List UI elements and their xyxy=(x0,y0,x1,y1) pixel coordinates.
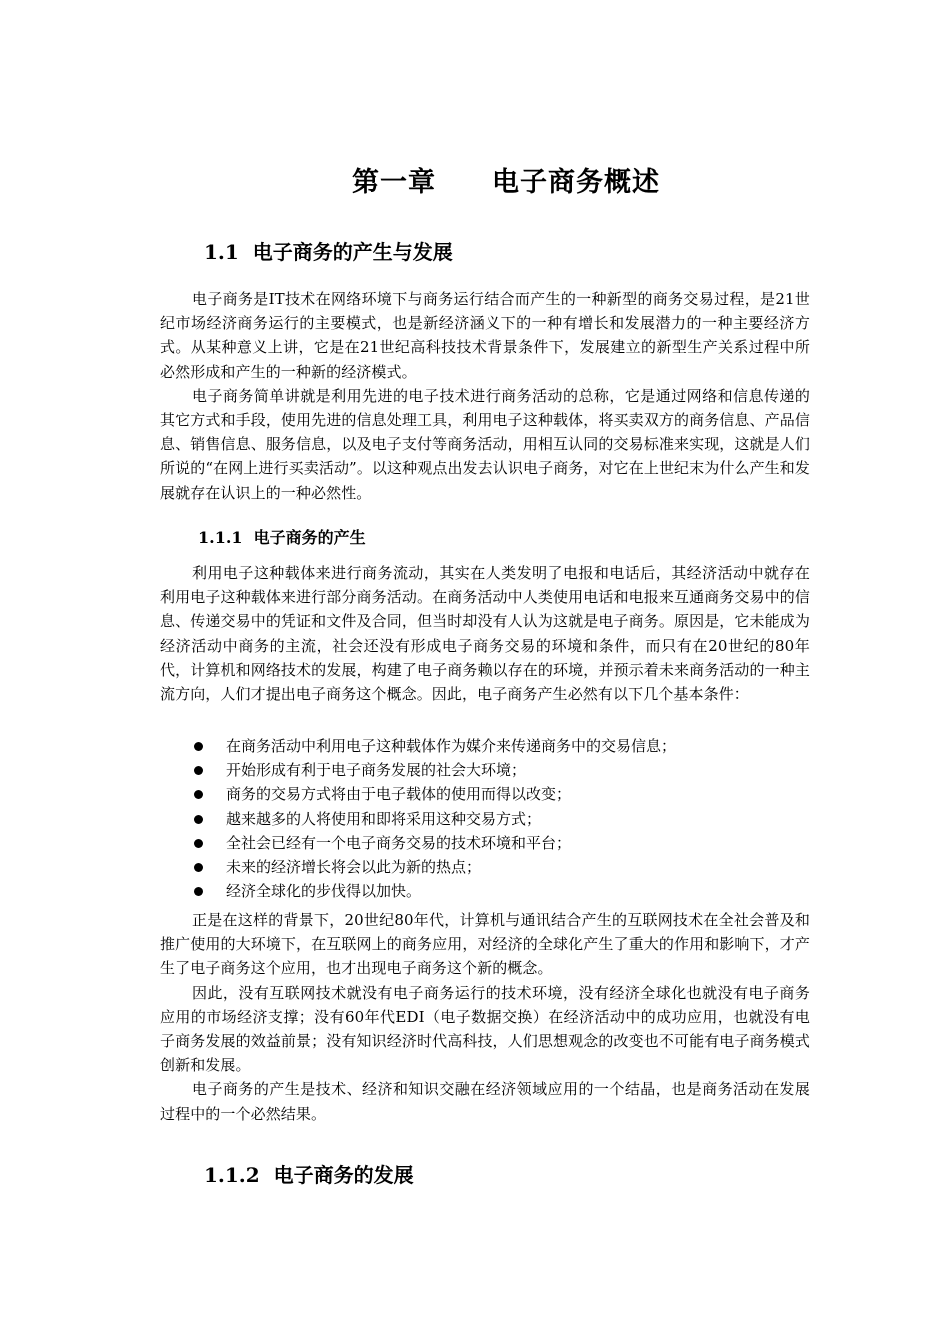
paragraph: 电子商务的产生是技术、经济和知识交融在经济领域应用的一个结晶，也是商务活动在发展过程中的一个必然结果。 xyxy=(160,1080,810,1123)
bullet-list xyxy=(160,734,810,903)
section-1-1-1-conclusion xyxy=(160,908,810,1126)
list-item xyxy=(160,782,810,806)
bullet-dot-icon xyxy=(194,839,203,848)
section-heading-1-1-2: 1.1.2 电子商务的发展 xyxy=(204,1163,414,1187)
list-item xyxy=(160,807,810,831)
paragraph: 利用电子这种载体来进行商务流动，其实在人类发明了电报和电话后，其经济活动中就存在利用电子这种载体来进行部分商务活动。在商务活动中人类使用电话和电报来互通商务交易中的信息、传递交易中的凭证和文件及合同，但当时却没有人认为这就是电子商务。原因是，它未能成为经济活动中商务的主流，社会还没有形成电子商务交易的环境和条件，而只有在20世纪的80年代，计算机和网络技术的发展，构建了电子商务赖以存在的环境，并预示着未来商务活动的一种主流方向，人们才提出电子商务这个概念。因此，电子商务产生必然有以下几个基本条件： xyxy=(160,564,810,704)
paragraph: 电子商务简单讲就是利用先进的电子技术进行商务活动的总称，它是通过网络和信息传递的其它方式和手段，使用先进的信息处理工具，利用电子这种载体，将买卖双方的商务信息、产品信息、销售信息、服务信息，以及电子支付等商务活动，用相互认同的交易标准来实现，这就是人们所说的“在网上进行买卖活动”。以这种观点出发去认识电子商务，对它在上世纪末为什么产生和发展就存在认识上的一种必然性。 xyxy=(160,386,810,502)
section-1-1-body xyxy=(160,287,810,505)
paragraph: 因此，没有互联网技术就没有电子商务运行的技术环境，没有经济全球化也就没有电子商务应用的市场经济支撑；没有60年代EDI（电子数据交换）在经济活动中的成功应用，也就没有电子商务发展的效益前景；没有知识经济时代高科技，人们思想观念的改变也不可能有电子商务模式创新和发展。 xyxy=(160,983,810,1075)
list-item xyxy=(160,758,810,782)
bullet-dot-icon xyxy=(194,815,203,824)
section-1-1-1-intro xyxy=(160,561,810,706)
list-item xyxy=(160,831,810,855)
list-item-text: 开始形成有利于电子商务发展的社会大环境； xyxy=(226,761,527,780)
list-item xyxy=(160,855,810,879)
list-item-text: 经济全球化的步伐得以加快。 xyxy=(226,882,422,901)
list-item-text: 未来的经济增长将会以此为新的热点； xyxy=(226,857,482,876)
bullet-dot-icon xyxy=(194,887,203,896)
section-heading-1-1-1: 1.1.1 电子商务的产生 xyxy=(198,528,366,547)
list-item-text: 在商务活动中利用电子这种载体作为媒介来传递商务中的交易信息； xyxy=(226,737,677,755)
list-item-text: 越来越多的人将使用和即将采用这种交易方式； xyxy=(226,809,542,828)
bullet-dot-icon xyxy=(194,863,203,872)
paragraph: 正是在这样的背景下，20世纪80年代，计算机与通讯结合产生的互联网技术在全社会普及和推广使用的大环境下，在互联网上的商务应用，对经济的全球化产生了重大的作用和影响下，才产生了电子商务这个应用，也才出现电子商务这个新的概念。 xyxy=(160,911,810,978)
list-item xyxy=(160,879,810,903)
paragraph: 电子商务是IT技术在网络环境下与商务运行结合而产生的一种新型的商务交易过程，是21世纪市场经济商务运行的主要模式，也是新经济涵义下的一种有增长和发展潜力的一种主要经济方式。从某种意义上讲，它是在21世纪高科技技术背景条件下，发展建立的新型生产关系过程中所必然形成和产生的一种新的经济模式。 xyxy=(160,290,810,381)
list-item-text: 全社会已经有一个电子商务交易的技术环境和平台； xyxy=(226,833,572,852)
list-item-text: 商务的交易方式将由于电子载体的使用而得以改变； xyxy=(226,785,572,804)
section-heading-1-1: 1.1 电子商务的产生与发展 xyxy=(204,240,453,264)
list-item xyxy=(160,734,810,758)
bullet-dot-icon xyxy=(194,766,203,775)
bullet-dot-icon xyxy=(194,790,203,799)
chapter-title: 第一章 电子商务概述 xyxy=(352,167,660,198)
bullet-dot-icon xyxy=(194,742,203,751)
